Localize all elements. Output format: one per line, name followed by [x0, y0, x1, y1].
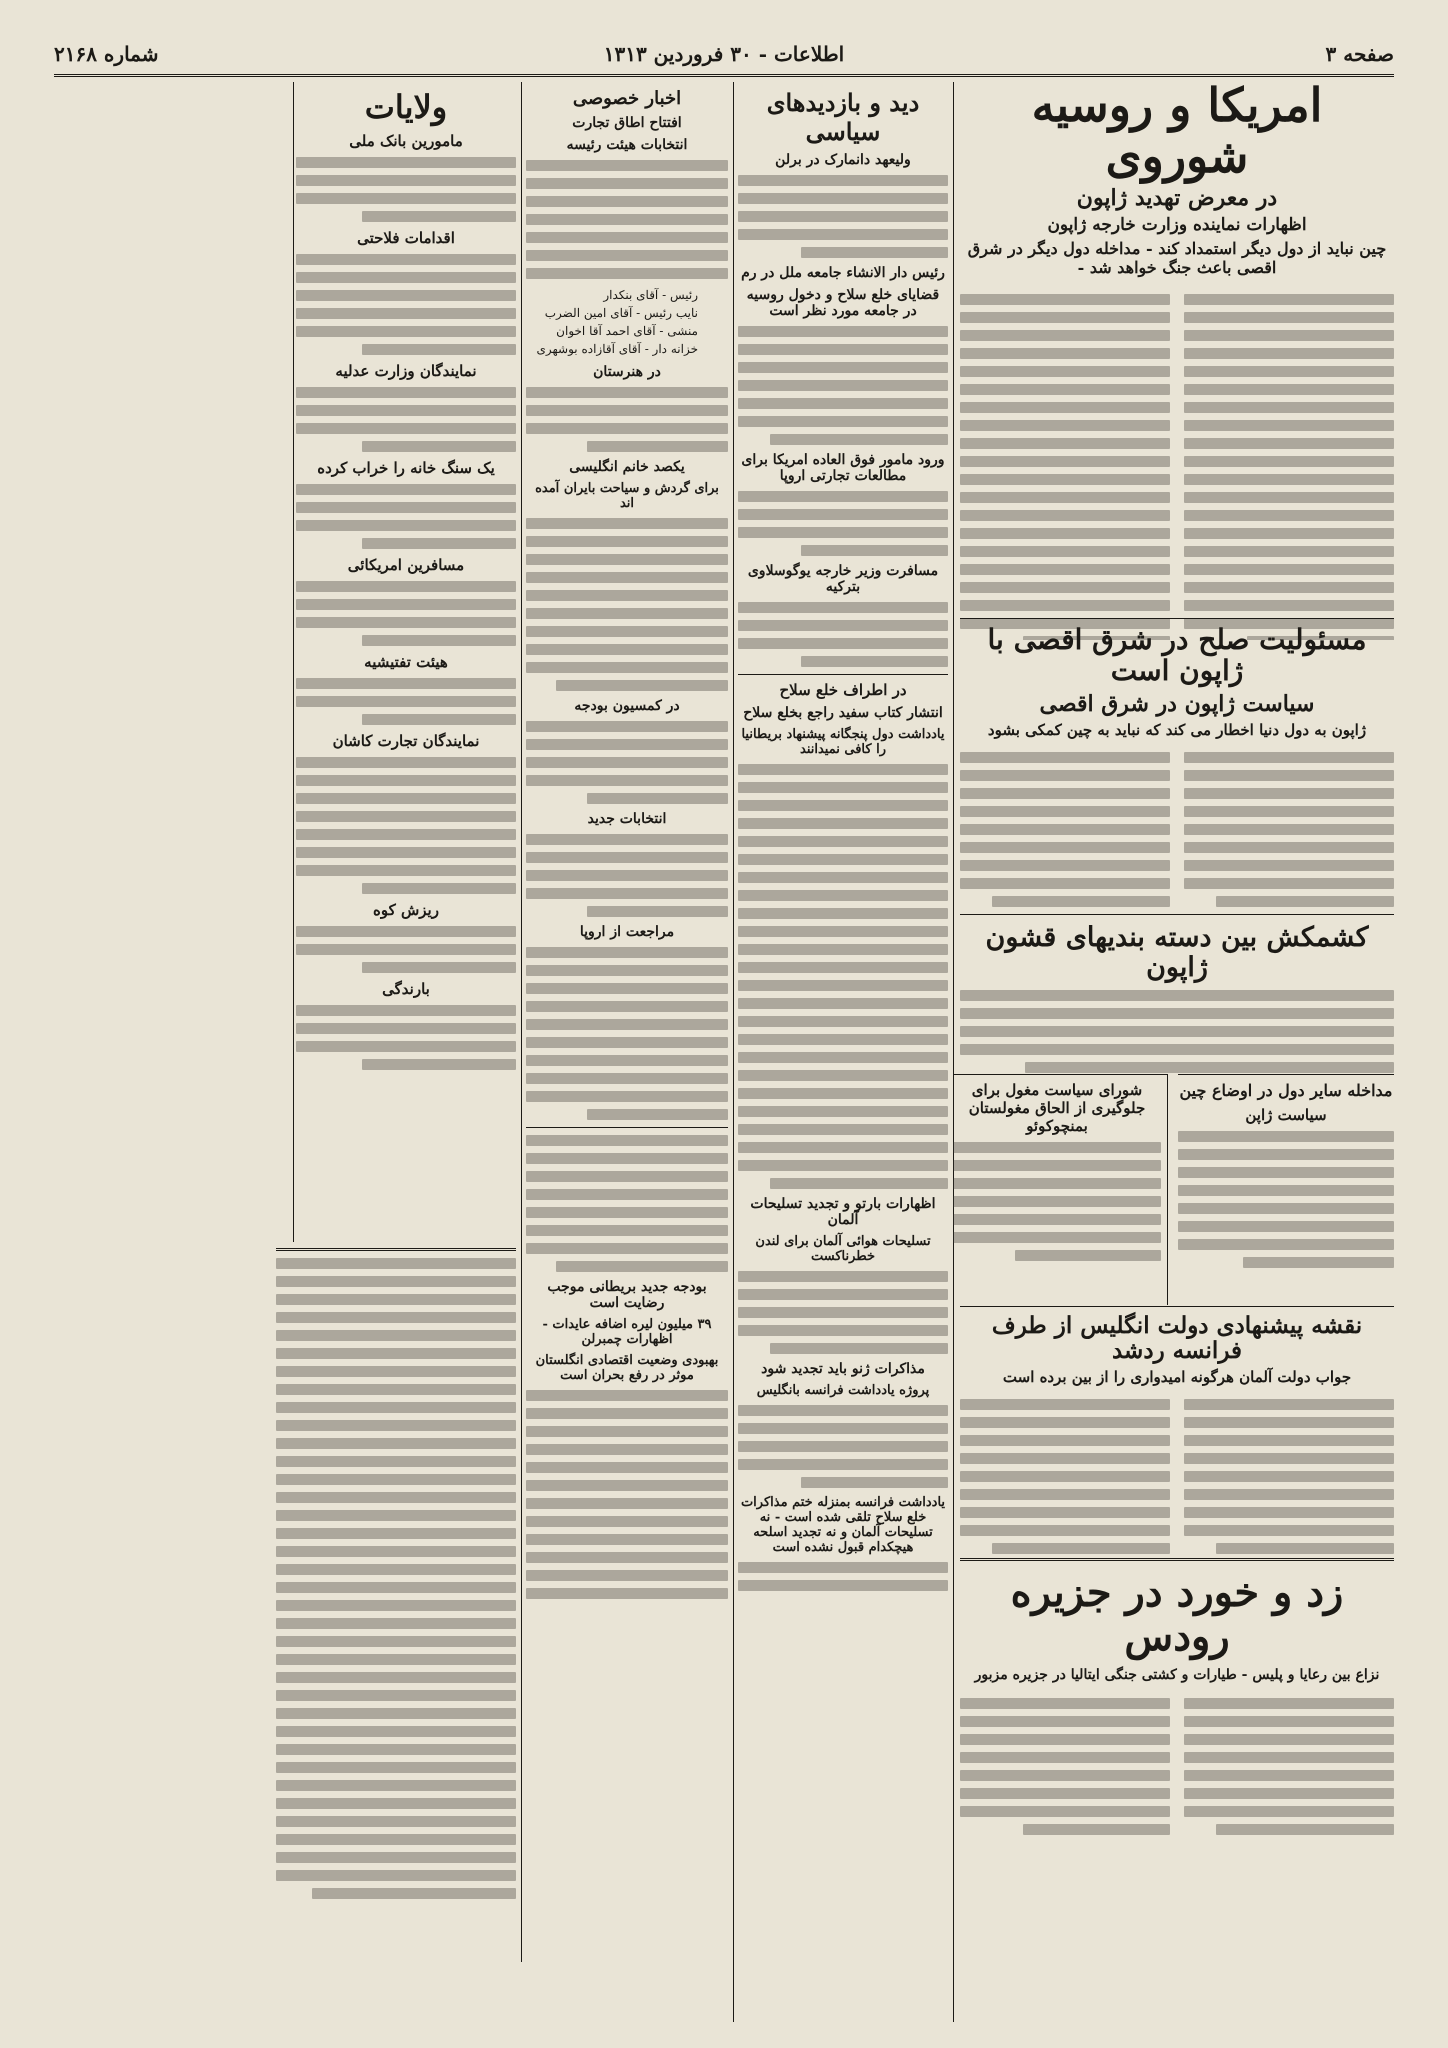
board-member: منشی - آقای احمد آقا اخوان: [556, 324, 698, 338]
column-rule: [953, 82, 954, 2022]
economy-article: [276, 1248, 516, 1941]
province-item: نمایندگان وزارت عدلیه: [335, 362, 477, 380]
news-subhead: یکصد خانم انگلیسی: [569, 459, 685, 475]
news-subhead: افتتاح اطاق تجارت: [572, 115, 682, 131]
visits-subhead: ولیعهد دانمارک در برلن: [775, 152, 911, 168]
board-member: نایب رئیس - آقای امین الضرب: [544, 306, 698, 320]
province-item: بارندگی: [382, 980, 430, 998]
province-item: یک سنگ خانه را خراب کرده: [317, 459, 495, 477]
visits-subhead: اظهارات بارتو و تجدید تسلیحات آلمان: [750, 1196, 936, 1228]
lead-deck: اظهارات نماینده وزارت خارجه ژاپون: [1047, 215, 1307, 236]
provinces-title: ولایات: [364, 88, 448, 126]
visits-subhead: یادداشت دول پنجگانه پیشنهاد بریطانیا را کافی نمیدانند: [741, 727, 945, 757]
visits-subhead: مذاکرات ژنو باید تجدید شود: [761, 1361, 925, 1377]
news-subhead: برای گردش و سیاحت بایران آمده اند: [535, 481, 719, 511]
news-subhead: در کمسیون بودجه: [574, 698, 680, 714]
china-subtitle: سیاست ژاپن: [1245, 1106, 1327, 1124]
visits-column: [738, 82, 948, 1982]
peace-subtitle: سیاست ژاپون در شرق اقصی: [1039, 690, 1315, 717]
mongol-title: شورای سیاست مغول برای جلوگیری از الحاق مغولستان بمنچوکوئو: [968, 1081, 1146, 1135]
lead-title: امریکا و روسیه شوروی: [1031, 80, 1323, 183]
france-title: نقشه پیشنهادی دولت انگلیس از طرف فرانسه ردشد: [991, 1312, 1363, 1365]
rhodes-title: زد و خورد در جزیره رودس: [1010, 1569, 1344, 1660]
province-item: هیئت تفتیشیه: [364, 653, 448, 671]
province-item: اقدامات فلاحتی: [357, 229, 455, 247]
rhodes-article: [960, 1558, 1394, 1951]
news-subhead: مراجعت از اروپا: [579, 924, 675, 940]
visits-subhead: رئیس دار الانشاء جامعه ملل در رم: [741, 265, 945, 281]
news-subhead: انتخابات جدید: [587, 811, 667, 827]
province-item: مامورین بانک ملی: [349, 132, 463, 150]
page-header: [54, 34, 1394, 77]
newspaper-dateline: اطلاعات - ۳۰ فروردین ۱۳۱۳: [603, 42, 845, 66]
lead-text-column: [960, 287, 1170, 640]
lead-subtitle: در معرض تهدید ژاپون: [1076, 185, 1278, 212]
conflict-article: [960, 914, 1394, 1075]
lead-article: [960, 80, 1394, 640]
visits-subhead: در اطراف خلع سلاح: [779, 681, 907, 699]
issue-number: شماره ۲۱۶۸: [54, 42, 159, 66]
france-article: [960, 1306, 1394, 1557]
news-subhead: ۳۹ میلیون لیره اضافه عایدات - اظهارات چمبرلن: [542, 1317, 712, 1347]
visits-subhead: قضایای خلع سلاح و دخول روسیه در جامعه مورد نظر است: [746, 287, 940, 319]
news-subhead: انتخابات هیئت رئیسه: [566, 137, 688, 153]
visits-subhead: تسلیحات هوائی آلمان برای لندن خطرناکست: [755, 1234, 931, 1264]
news-column: [526, 82, 728, 1962]
column-rule: [733, 82, 734, 2022]
china-article: [1178, 1074, 1394, 1305]
column-rule: [521, 82, 522, 1962]
conflict-title: کشمکش بین دسته بندیهای قشون ژاپون: [985, 922, 1369, 983]
visits-subhead: پروژه یادداشت فرانسه بانگلیس: [756, 1383, 930, 1398]
board-member: خزانه دار - آقای آقازاده بوشهری: [536, 342, 698, 356]
visits-subhead: یادداشت فرانسه بمنزله ختم مذاکرات خلع سلاح تلقی شده است - نه تسلیحات آلمان و نه تجدید اسلحه هیچکدام قبول نشده است: [740, 1495, 946, 1555]
visits-title: دید و بازدیدهای سیاسی: [766, 88, 920, 146]
peace-title: مسئولیت صلح در شرق اقصی با ژاپون است: [987, 623, 1367, 687]
visits-subhead: مسافرت وزیر خارجه یوگوسلاوی بترکیه: [747, 563, 939, 595]
newspaper-page: [54, 34, 1394, 2024]
province-item: مسافرین امریکائی: [347, 556, 465, 574]
china-title: مداخله سایر دول در اوضاع چین: [1179, 1081, 1393, 1100]
lead-text-column: [1184, 287, 1394, 640]
provinces-column: [296, 82, 516, 1242]
column-rule: [293, 82, 294, 1242]
board-members: [526, 286, 728, 358]
page-number: صفحه ۳: [1325, 42, 1394, 66]
mongol-article: [953, 1074, 1168, 1305]
board-member: رئیس - آقای بنکدار: [603, 288, 698, 302]
province-item: نمایندگان تجارت کاشان: [332, 732, 480, 750]
peace-article: [960, 618, 1394, 919]
visits-subhead: انتشار کتاب سفید راجع بخلع سلاح: [743, 705, 943, 721]
province-item: ریزش کوه: [373, 901, 439, 919]
rhodes-deck: نزاع بین رعایا و پلیس - طیارات و کشتی جنگی ایتالیا در جزیره مزبور: [974, 1667, 1380, 1683]
news-subhead: بودجه جدید بریطانی موجب رضایت است: [547, 1279, 707, 1311]
news-subhead: در هنرستان: [593, 364, 661, 380]
lead-deck: چین نباید از دول دیگر استمداد کند - مداخله دول دیگر در شرق اقصی باعث جنگ خواهد شد -: [967, 239, 1387, 278]
peace-deck: ژاپون به دول دنیا اخطار می کند که نباید به چین کمکی بشود: [987, 720, 1367, 739]
france-deck: جواب دولت آلمان هرگونه امیدواری را از بین برده است: [1002, 1367, 1352, 1386]
news-subhead: بهبودی وضعیت اقتصادی انگلستان موثر در رفع بحران است: [535, 1353, 719, 1383]
visits-subhead: ورود مامور فوق العاده امریکا برای مطالعات تجارتی اروپا: [741, 452, 945, 484]
news-title: اخبار خصوصی: [572, 88, 682, 109]
